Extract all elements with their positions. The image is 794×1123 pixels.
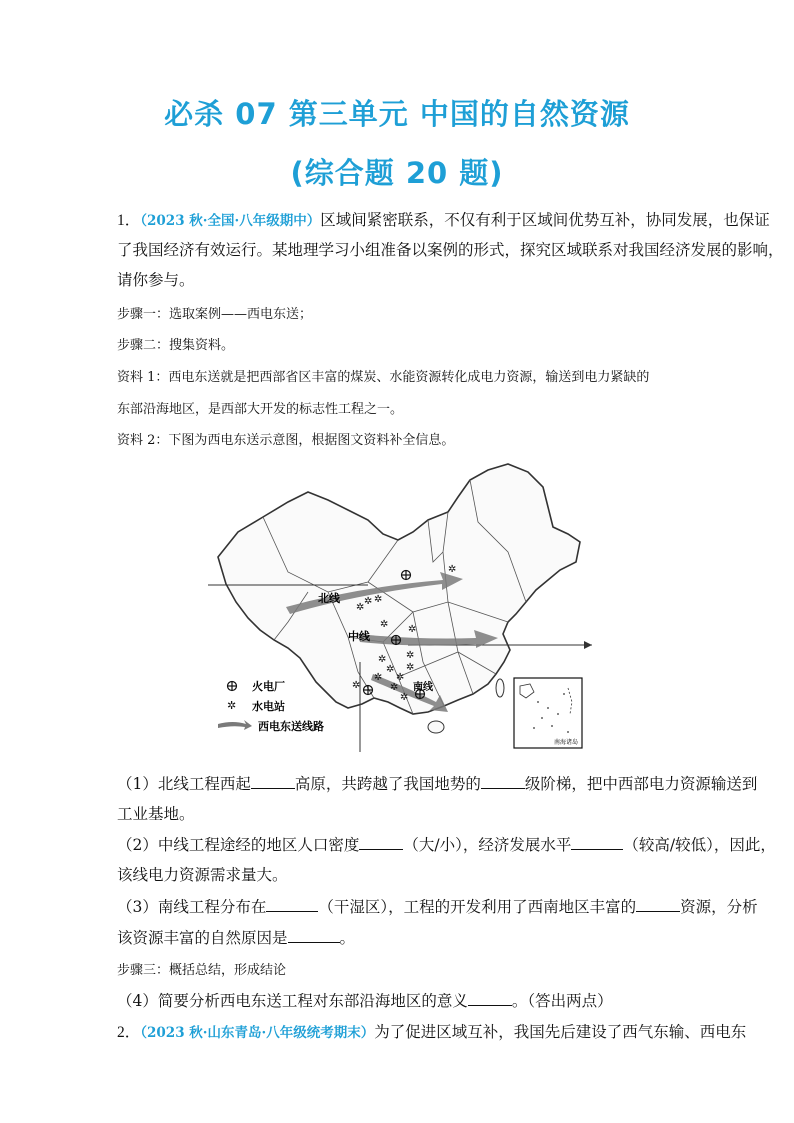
q1-step3: 步骤三：概括总结，形成结论 xyxy=(117,963,287,978)
legend-thermal-label: 火电厂 xyxy=(252,680,285,693)
q2-stem-line1 xyxy=(117,1020,746,1042)
map-legend xyxy=(218,679,324,733)
svg-text:✲: ✲ xyxy=(406,650,415,661)
q1-stem-line3: 请你参与。 xyxy=(117,271,195,289)
q1-material1-line1: 资料 1：西电东送就是把西部省区丰富的煤炭、水能资源转化成电力资源，输送到电力紧缺的 xyxy=(117,370,650,385)
q2-number: 2． xyxy=(117,1024,141,1041)
q1-step2: 步骤二：搜集资料。 xyxy=(117,338,235,353)
svg-text:✲: ✲ xyxy=(378,654,387,665)
label-middle-route: 中线 xyxy=(348,630,370,643)
page-title: 必杀 07 第三单元 中国的自然资源 xyxy=(164,97,630,131)
svg-text:✲: ✲ xyxy=(352,680,361,691)
svg-text:✲: ✲ xyxy=(374,594,383,605)
q1-sub3-line1: （3）南线工程分布在 （干湿区），工程的开发利用了西南地区丰富的 资源，分析 xyxy=(117,898,758,916)
q2-source: （2023 秋·山东青岛·八年级统考期末） xyxy=(140,1025,375,1041)
svg-text:✲: ✲ xyxy=(400,692,409,703)
q1-sub3-line2: 该资源丰富的自然原因是 。 xyxy=(117,929,356,947)
q1-sub2-line1: （2）中线工程途经的地区人口密度 （大/小），经济发展水平 （较高/较低），因此， xyxy=(117,836,776,854)
q1-sub4-line1: （4）简要分析西电东送工程对东部沿海地区的意义 。（答出两点） xyxy=(117,992,613,1010)
svg-text:✲: ✲ xyxy=(408,624,417,635)
q1-material1-line2: 东部沿海地区，是西部大开发的标志性工程之一。 xyxy=(117,402,404,417)
answer-blank-6[interactable] xyxy=(636,897,680,912)
answer-blank-1[interactable] xyxy=(251,774,295,789)
q1-material2: 资料 2：下图为西电东送示意图，根据图文资料补全信息。 xyxy=(117,433,455,448)
q1-sub1-line2: 工业基地。 xyxy=(117,805,195,823)
svg-text:✲: ✲ xyxy=(406,662,415,673)
answer-blank-8[interactable] xyxy=(468,991,512,1006)
q1-sub1-line1: （1）北线工程西起 高原，共跨越了我国地势的 级阶梯，把中西部电力资源输送到 xyxy=(117,775,758,793)
svg-text:✲: ✲ xyxy=(390,682,399,693)
q1-stem-line1 xyxy=(117,208,770,230)
q1-stem-text1: 区域间紧密联系，不仅有利于区域间优势互补，协同发展，也保证 xyxy=(320,211,770,229)
answer-blank-4[interactable] xyxy=(571,835,623,850)
south-china-sea-inset xyxy=(514,678,582,748)
inset-label: 南海诸岛 xyxy=(554,739,579,746)
svg-text:✲: ✲ xyxy=(374,672,383,683)
lat-arrowhead xyxy=(584,641,592,649)
china-map-svg xyxy=(208,462,598,752)
west-east-power-map xyxy=(208,462,598,752)
svg-text:✲: ✲ xyxy=(396,672,405,683)
q1-step1: 步骤一：选取案例——西电东送； xyxy=(117,307,313,322)
svg-text:✲: ✲ xyxy=(380,619,389,630)
answer-blank-7[interactable] xyxy=(288,928,340,943)
svg-text:✲: ✲ xyxy=(386,664,395,675)
label-south-route: 南线 xyxy=(413,682,433,693)
answer-blank-5[interactable] xyxy=(266,897,318,912)
legend-route-label: 西电东送线路 xyxy=(258,720,324,733)
q1-stem-line2: 了我国经济有效运行。某地理学习小组准备以案例的形式，探究区域联系对我国经济发展的影响， xyxy=(117,241,784,259)
label-north-route: 北线 xyxy=(318,592,340,605)
taiwan-island xyxy=(496,679,504,697)
page-subtitle: (综合题 20 题) xyxy=(290,156,504,190)
answer-blank-2[interactable] xyxy=(481,774,525,789)
legend-hydro-label: 水电站 xyxy=(252,700,285,713)
q1-number: 1． xyxy=(117,212,141,229)
svg-text:✲: ✲ xyxy=(356,602,365,613)
q1-sub2-line2: 该线电力资源需求量大。 xyxy=(117,866,288,884)
q2-stem-text1: 为了促进区域互补，我国先后建设了西气东输、西电东 xyxy=(374,1023,747,1041)
svg-text:✲: ✲ xyxy=(227,699,237,712)
svg-text:✲: ✲ xyxy=(364,596,373,607)
answer-blank-3[interactable] xyxy=(359,835,403,850)
hainan-island xyxy=(428,721,444,733)
svg-text:✲: ✲ xyxy=(448,564,457,575)
q1-source: （2023 秋·全国·八年级期中） xyxy=(140,213,321,229)
